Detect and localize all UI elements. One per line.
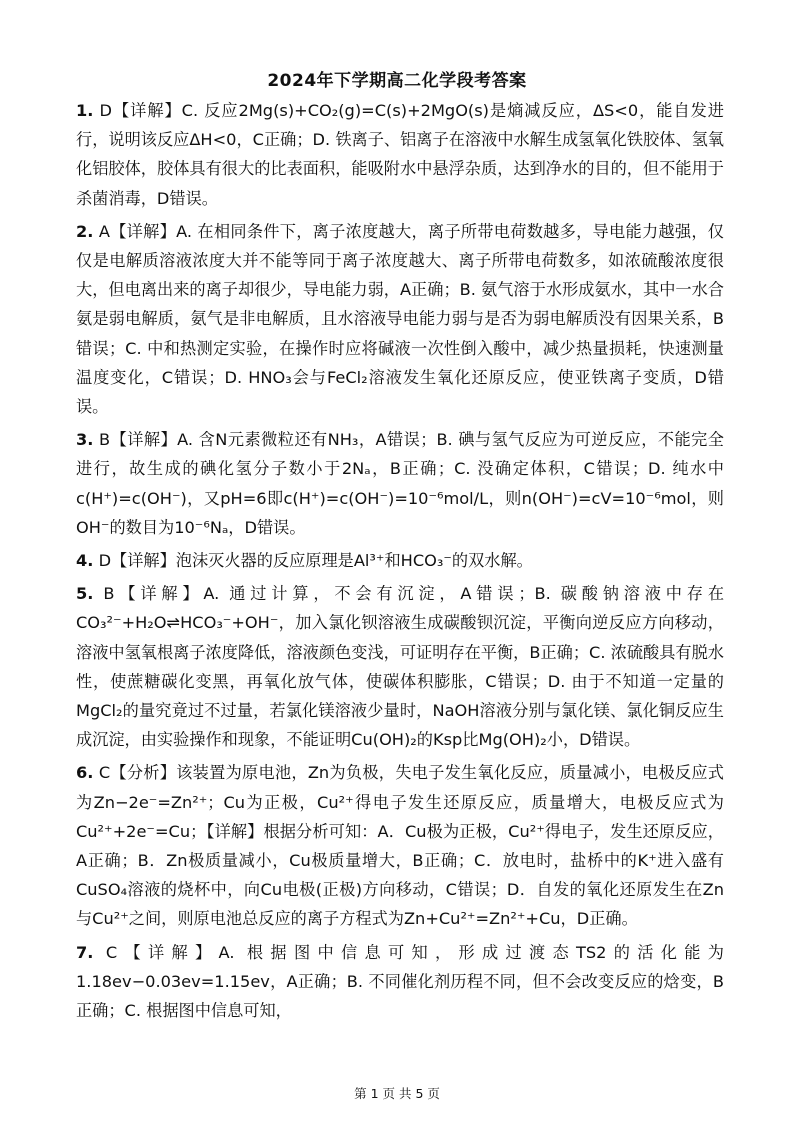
answer-item-6 — [76, 758, 724, 933]
page-title: 2024年下学期高二化学段考答案 — [267, 71, 527, 91]
answer-number: 2. — [76, 221, 94, 241]
answer-number: 5. — [76, 584, 94, 604]
answer-number: 1. — [76, 101, 94, 120]
answer-text: B【详解】A. 含N元素微粒还有NH₃，A错误；B. 碘与氢气反应为可逆反应，不能完全进行，故生成的碘化氢分子数小于2Nₐ，B正确；C. 没确定体积，C错误；D. 纯水中c(H⁺)=c(OH⁻)，又pH=6即c(H⁺)=c(OH⁻)=10⁻⁶mol/L，则n(OH⁻)=cV=10⁻⁶mol，则OH⁻的数目为10⁻⁶Nₐ，D错误。 — [76, 430, 724, 537]
answer-text: D【详解】C. 反应2Mg(s)+CO₂(g)=C(s)+2MgO(s)是熵减反应，ΔS<0，能自发进行，说明该反应ΔH<0，C正确；D. 铁离子、铝离子在溶液中水解生成氢氧化铁胶体、氢氧化铝胶体，胶体具有很大的比表面积，能吸附水中悬浮杂质，达到净水的目的，但不能用于杀菌消毒，D错误。 — [76, 101, 724, 208]
answer-text: A【详解】A. 在相同条件下，离子浓度越大，离子所带电荷数越多，导电能力越强，仅仅是电解质溶液浓度大并不能等同于离子浓度越大、离子所带电荷数多，如浓硫酸浓度很大，但电离出来的离子却很少，导电能力弱，A正确；B. 氨气溶于水形成氨水，其中一水合氨是弱电解质，氨气是非电解质，且水溶液导电能力弱与是否为弱电解质没有因果关系，B错误；C. 中和热测定实验，在操作时应将碱液一次性倒入酸中，减少热量损耗，快速测量温度变化，C错误；D. HNO₃会与FeCl₂溶液发生氧化还原反应，使亚铁离子变质，D错误。 — [76, 221, 724, 417]
answer-number: 3. — [76, 430, 94, 450]
answer-item-1 — [76, 96, 724, 213]
page-footer: 第 1 页 共 5 页 — [354, 1086, 440, 1101]
answer-item-2 — [76, 217, 724, 421]
answer-list — [76, 96, 724, 1029]
answer-text: C【详解】A. 根据图中信息可知，形成过渡态TS2的活化能为1.18ev−0.03ev=1.15ev，A正确；B. 不同催化剂历程不同，但不会改变反应的焓变，B正确；C. 根据图中信息可知， — [76, 942, 724, 1021]
answer-text: D【详解】泡沫灭火器的反应原理是Al³⁺和HCO₃⁻的双水解。 — [98, 551, 533, 571]
answer-number: 4. — [76, 551, 94, 571]
answer-item-5 — [76, 579, 724, 754]
answer-number: 6. — [76, 763, 94, 783]
answer-item-7 — [76, 938, 724, 1026]
answer-item-4 — [76, 546, 724, 575]
answer-number: 7. — [76, 942, 94, 962]
answer-item-3 — [76, 425, 724, 542]
answer-text: B【详解】A. 通过计算，不会有沉淀，A错误；B. 碳酸钠溶液中存在CO₃²⁻+H₂O⇌HCO₃⁻+OH⁻，加入氯化钡溶液生成碳酸钡沉淀，平衡向逆反应方向移动，溶液中氢氧根离子浓度降低，溶液颜色变浅，可证明存在平衡，B正确；C. 浓硫酸具有脱水性，使蔗糖碳化变黑，再氧化放气体，使碳体积膨胀，C错误；D. 由于不知道一定量的MgCl₂的量究竟过不过量，若氯化镁溶液少量时，NaOH溶液分别与氯化镁、氯化铜反应生成沉淀，由实验操作和现象，不能证明Cu(OH)₂的Ksp比Mg(OH)₂小，D错误。 — [76, 584, 725, 750]
answer-text: C【分析】该装置为原电池，Zn为负极，失电子发生氧化反应，质量减小，电极反应式为Zn−2e⁻=Zn²⁺；Cu为正极，Cu²⁺得电子发生还原反应，质量增大，电极反应式为Cu²⁺+2e⁻=Cu；【详解】根据分析可知：A．Cu极为正极，Cu²⁺得电子，发生还原反应，A正确；B．Zn极质量减小，Cu极质量增大，B正确；C．放电时，盐桥中的K⁺进入盛有CuSO₄溶液的烧杯中，向Cu电极(正极)方向移动，C错误；D．自发的氧化还原发生在Zn与Cu²⁺之间，则原电池总反应的离子方程式为Zn+Cu²⁺=Zn²⁺+Cu，D正确。 — [76, 763, 724, 929]
